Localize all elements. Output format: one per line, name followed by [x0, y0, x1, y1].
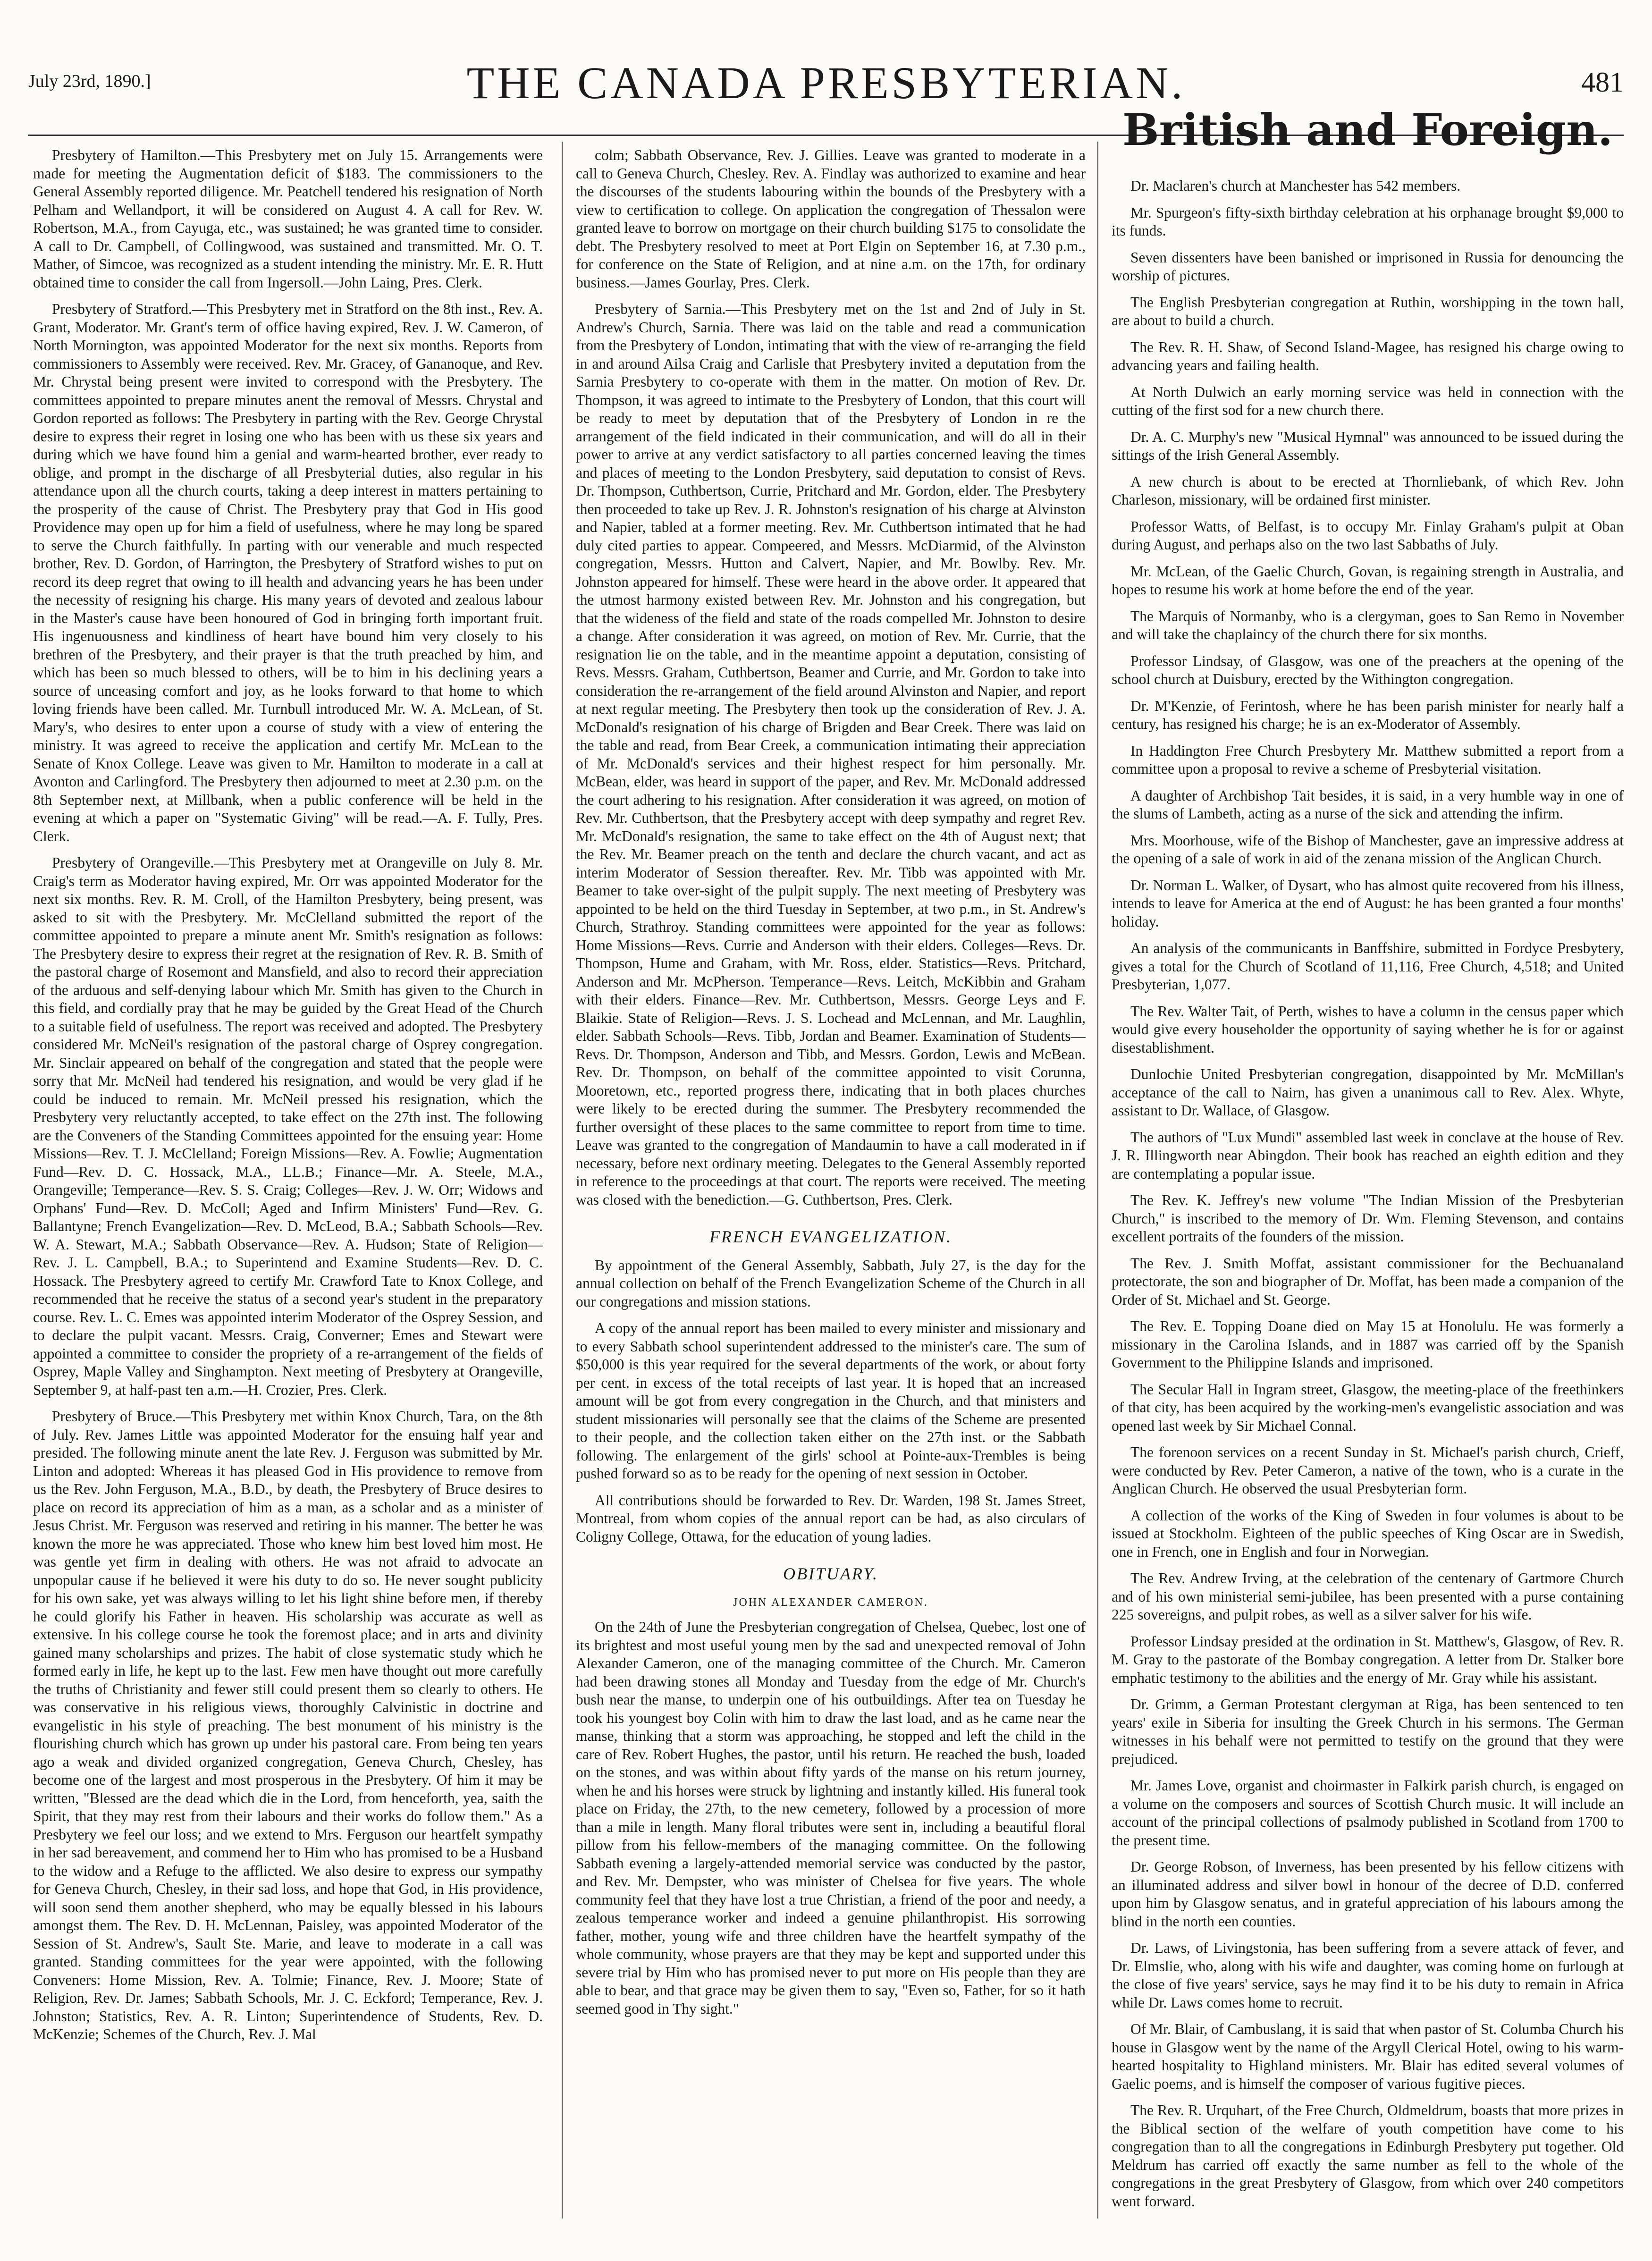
column-left: [33, 146, 543, 2052]
article-paragraph: A copy of the annual report has been mailed to every minister and missionary and to every Sabbath school superintendent addressed to the minister's care. The sum of $50,000 is this year required for the several departments of the work, or about forty per cent. in excess of the total receipts of last year. It is hoped that an increased amount will be got from every congregation in the Church, and that ministers and student missionaries will personally see that the claims of the Scheme are presented to their people, and the collection taken either on the 27th inst. or the Sabbath following. The enlargement of the girls' school at Pointe-aux-Trembles is being pushed forward so as to be ready for the opening of next session in October.: [576, 1320, 1086, 1482]
news-item: Dr. Norman L. Walker, of Dysart, who has almost quite recovered from his illness, intends to leave for America at the end of August: he has been granted a four months' holiday.: [1112, 877, 1624, 930]
news-item: Dr. Laws, of Livingstonia, has been suffering from a severe attack of fever, and Dr. Elmslie, who, along with his wife and daughter, was coming home on furlough at the close of five years' service, says he may find it to be his duty to remain in Africa while Dr. Laws comes home to recruit.: [1112, 1940, 1624, 2011]
news-item: A daughter of Archbishop Tait besides, it is said, in a very humble way in one of the slums of Lambeth, acting as a nurse of the sick and attending the infirm.: [1112, 787, 1624, 822]
obituary-subheading: JOHN ALEXANDER CAMERON.: [733, 1596, 928, 1609]
section-heading-french: FRENCH EVANGELIZATION.: [709, 1227, 952, 1246]
news-item: Mr. McLean, of the Gaelic Church, Govan, is regaining strength in Australia, and hopes to resume his work at home before the end of the year.: [1112, 563, 1624, 598]
news-item: At North Dulwich an early morning service was held in connection with the cutting of the first sod for a new church there.: [1112, 383, 1624, 418]
news-item: Dr. Grimm, a German Protestant clergyman at Riga, has been sentenced to ten years' exile in Siberia for insulting the Greek Church in his sermons. The German witnesses in his behalf were not permitted to testify on the ground that they were prejudiced.: [1112, 1696, 1624, 1767]
article-paragraph: Presbytery of Hamilton.—This Presbytery met on July 15. Arrangements were made for meeting the Augmentation deficit of $183. The commissioners to the General Assembly reported diligence. Mr. Peatchell tendered his resignation of North Pelham and Wellandport, it will be considered on August 4. A call for Rev. W. Robertson, M.A., from Cayuga, etc., was sustained; he was granted time to consider. A call to Dr. Campbell, of Collingwood, was sustained and transmitted. Mr. O. T. Mather, of Simcoe, was recognized as a student intending the ministry. Mr. E. R. Hutt obtained time to consider the call from Ingersoll.—John Laing, Pres. Clerk.: [33, 147, 543, 291]
news-item: The Secular Hall in Ingram street, Glasgow, the meeting-place of the freethinkers of that city, has been acquired by the working-men's evangelistic association and was opened last week by Sir Michael Connal.: [1112, 1381, 1624, 1434]
news-item: Dr. M'Kenzie, of Ferintosh, where he has been parish minister for nearly half a century, has resigned his charge; he is an ex-Moderator of Assembly.: [1112, 697, 1624, 732]
news-item: The Rev. Andrew Irving, at the celebration of the centenary of Gartmore Church and of his own ministerial semi-jubilee, has been presented with a purse containing 225 sovereigns, and pulpit robes, as well as a silver salver for his wife.: [1112, 1570, 1624, 1623]
news-item: Dunlochie United Presbyterian congregation, disappointed by Mr. McMillan's acceptance of the call to Nairn, has given a unanimous call to Rev. Alex. Whyte, assistant to Dr. Wallace, of Glasgow.: [1112, 1066, 1624, 1119]
page-number: 481: [1581, 67, 1624, 98]
news-item: Dr. A. C. Murphy's new "Musical Hymnal" was announced to be issued during the sittings of the Irish General Assembly.: [1112, 428, 1624, 463]
news-item: The Marquis of Normanby, who is a clergyman, goes to San Remo in November and will take the chaplaincy of the church there for six months.: [1112, 607, 1624, 642]
section-heading-obituary: OBITUARY.: [783, 1564, 879, 1583]
article-paragraph: All contributions should be forwarded to Rev. Dr. Warden, 198 St. James Street, Montreal, from whom copies of the annual report can be had, as also circulars of Coligny College, Ottawa, for the education of young ladies.: [576, 1492, 1086, 1545]
news-item: The Rev. Walter Tait, of Perth, wishes to have a column in the census paper which would give every householder the opportunity of saying whether he is for or against disestablishment.: [1112, 1003, 1624, 1056]
news-item: The Rev. R. H. Shaw, of Second Island-Magee, has resigned his charge owing to advancing years and failing health.: [1112, 338, 1624, 373]
news-item: Mrs. Moorhouse, wife of the Bishop of Manchester, gave an impressive address at the opening of a sale of work in aid of the zenana mission of the Anglican Church.: [1112, 832, 1624, 867]
news-item: Seven dissenters have been banished or imprisoned in Russia for denouncing the worship of pictures.: [1112, 249, 1624, 284]
news-item-list: [1112, 177, 1624, 2210]
news-item: The Rev. E. Topping Doane died on May 15 at Honolulu. He was formerly a missionary in the Carolina Islands, and in 1887 was carried off by the Spanish Government to the Philippine Islands and imprisoned.: [1112, 1318, 1624, 1371]
news-item: Dr. George Robson, of Inverness, has been presented by his fellow citizens with an illuminated address and silver bowl in honour of the decree of D.D. conferred upon him by Glasgow senatus, and in grateful appreciation of his labours among the blind in the north een counties.: [1112, 1858, 1624, 1930]
news-item: Of Mr. Blair, of Cambuslang, it is said that when pastor of St. Columba Church his house in Glasgow went by the name of the Argyll Clerical Hotel, owing to his warm-hearted hospitality to Highland ministers. Mr. Blair has edited several volumes of Gaelic poems, and is himself the composer of various fugitive pieces.: [1112, 2021, 1624, 2092]
news-item: Dr. Maclaren's church at Manchester has 542 members.: [1130, 177, 1461, 194]
news-item: Professor Watts, of Belfast, is to occupy Mr. Finlay Graham's pulpit at Oban during August, and perhaps also on the two last Sabbaths of July.: [1112, 518, 1624, 553]
column-divider: [1097, 142, 1098, 2219]
news-item: Professor Lindsay presided at the ordination in St. Matthew's, Glasgow, of Rev. R. M. Gray to the pastorate of the Bombay congregation. A letter from Dr. Stalker bore emphatic testimony to the abilities and the energy of Mr. Gray while his assistant.: [1112, 1633, 1624, 1686]
news-item: In Haddington Free Church Presbytery Mr. Matthew submitted a report from a committee upon a proposal to revive a scheme of Presbyterial visitation.: [1112, 742, 1624, 777]
news-item: An analysis of the communicants in Banffshire, submitted in Fordyce Presbytery, gives a total for the Church of Scotland of 11,116, Free Church, 4,518; and United Presbyterian, 1,077.: [1112, 940, 1624, 993]
news-item: The forenoon services on a recent Sunday in St. Michael's parish church, Crieff, were conducted by Rev. Peter Cameron, a native of the town, who is a curate in the Anglican Church. He observed the usual Presbyterian form.: [1112, 1444, 1624, 1497]
issue-date: July 23rd, 1890.]: [28, 71, 151, 91]
news-item: Mr. Spurgeon's fifty-sixth birthday celebration at his orphanage brought $9,000 to its funds.: [1112, 204, 1624, 239]
section-heading-british-foreign: British and Foreign.: [1122, 104, 1613, 155]
news-item: The Rev. R. Urquhart, of the Free Church, Oldmeldrum, boasts that more prizes in the Biblical section of the welfare of youth competition have come to his congregation than to all the congregations in Edinburgh Presbytery put together. Old Meldrum has carried off exactly the same number as fell to the whole of the congregations in the great Presbytery of Glasgow, from which over 240 competitors went forward.: [1112, 2102, 1624, 2210]
article-paragraph: Presbytery of Orangeville.—This Presbytery met at Orangeville on July 8. Mr. Craig's term as Moderator having expired, Mr. Orr was appointed Moderator for the next six months. Rev. R. M. Croll, of the Hamilton Presbytery, being present, was asked to sit with the Presbytery. Mr. McClelland submitted the report of the committee appointed to prepare a minute anent Mr. Smith's resignation as follows: The Presbytery desire to express their regret at the resignation of Rev. R. B. Smith of the pastoral charge of Rosemont and Mansfield, and also to record their appreciation of the arduous and self-denying labour which Mr. Smith has given to the Church in this field, and cordially pray that he may be guided by the Great Head of the Church to a suitable field of usefulness. The report was received and adopted. The Presbytery considered Mr. McNeil's resignation of the pastoral charge of Osprey congregation. Mr. Sinclair appeared on behalf of the congregation and stated that the people were sorry that Mr. McNeil had tendered his resignation, and would be very glad if he could be induced to remain. Mr. McNeil pressed his resignation, which the Presbytery very reluctantly accepted, to take effect on the 27th inst. The following are the Conveners of the Standing Committees appointed for the ensuing year: Home Missions—Rev. T. J. McClelland; Foreign Missions—Rev. A. Fowlie; Augmentation Fund—Rev. D. C. Hossack, M.A., LL.B.; Finance—Mr. A. Steele, M.A., Orangeville; Temperance—Rev. S. S. Craig; Colleges—Rev. J. W. Orr; Widows and Orphans' Fund—Rev. D. McColl; Aged and Infirm Ministers' Fund—Rev. G. Ballantyne; French Evangelization—Rev. D. McLeod, B.A.; Sabbath Schools—Rev. W. A. Stewart, M.A.; Sabbath Observance—Rev. A. Hudson; State of Religion—Rev. J. L. Campbell, B.A.; to Superintend and Examine Students—Rev. D. C. Hossack. The Presbytery agreed to certify Mr. Crawford Tate to Knox College, and recommended that he receive the status of a second year's student in the preparatory course. Rev. L. C. Emes was appointed interim Moderator of the Osprey Session, and to declare the pulpit vacant. Messrs. Craig, Converner; Emes and Stewart were appointed a committee to consider the propriety of a re-arrangement of the fields of Osprey, Maple Valley and Singhampton. Next meeting of Presbytery at Orangeville, September 9, at half-past ten a.m.—H. Crozier, Pres. Clerk.: [33, 854, 543, 1398]
column-right: [1112, 101, 1624, 2219]
column-divider: [562, 142, 563, 2219]
news-item: Professor Lindsay, of Glasgow, was one of the preachers at the opening of the school church at Duisbury, erected by the Withington congregation.: [1112, 652, 1624, 687]
article-paragraph: On the 24th of June the Presbyterian congregation of Chelsea, Quebec, lost one of its brightest and most useful young men by the sad and unexpected removal of John Alexander Cameron, one of the managing committee of the Church. Mr. Cameron had been drawing stones all Monday and Tuesday from the edge of Mr. Church's bush near the manse, to underpin one of his outbuildings. After tea on Tuesday he took his youngest boy Colin with him to draw the last load, and as he came near the manse, thinking that a storm was approaching, he stopped and left the child in the care of Rev. Robert Hughes, the pastor, until his return. He reached the bush, loaded on the stones, and was within about fifty yards of the manse on his return journey, when he and his horses were struck by lightning and instantly killed. His funeral took place on Friday, the 27th, to the new cemetery, followed by a procession of more than a mile in length. Many floral tributes were sent in, including a beautiful floral pillow from his fellow-members of the managing committee. On the following Sabbath evening a largely-attended memorial service was conducted by the pastor, and Rev. Mr. Dempster, who was minister of Chelsea for five years. The whole community feel that they have lost a true Christian, a friend of the poor and needy, a zealous temperance worker and indeed a genuine philanthropist. His sorrowing father, mother, young wife and three children have the heartfelt sympathy of the whole community, whose prayers are that they may be kept and supported under this severe trial by Him who has promised never to put more on His people than they are able to bear, and that grace may be given them to say, "Even so, Father, for so it hath seemed good in Thy sight.": [576, 1619, 1086, 2017]
news-item: A new church is about to be erected at Thornliebank, of which Rev. John Charleson, missionary, will be ordained first minister.: [1112, 473, 1624, 508]
news-item: The Rev. J. Smith Moffat, assistant commissioner for the Bechuanaland protectorate, the son and biographer of Dr. Moffat, has been made a companion of the Order of St. Michael and St. George.: [1112, 1255, 1624, 1308]
news-item: The authors of "Lux Mundi" assembled last week in conclave at the house of Rev. J. R. Illingworth near Abingdon. Their book has reached an eighth edition and they are contemplating a popular issue.: [1112, 1129, 1624, 1182]
news-item: Mr. James Love, organist and choirmaster in Falkirk parish church, is engaged on a volume on the composers and sources of Scottish Church music. It will include an account of the principal collections of psalmody published in Scotland from 1700 to the present time.: [1112, 1777, 1624, 1848]
column-middle: [576, 146, 1086, 2026]
news-item: The English Presbyterian congregation at Ruthin, worshipping in the town hall, are about to build a church.: [1112, 294, 1624, 329]
article-paragraph: Presbytery of Sarnia.—This Presbytery met on the 1st and 2nd of July in St. Andrew's Church, Sarnia. There was laid on the table and read a communication from the Presbytery of London, intimating that with the view of re-arranging the field in and around Ailsa Craig and Carlisle that Presbytery invited a deputation from the Sarnia Presbytery to co-operate with them in the matter. On motion of Rev. Dr. Thompson, it was agreed to intimate to the Presbytery of London, that this court will be ready to meet by deputation that of the Presbytery of London in re the arrangement of the field indicated in their communication, and will do all in their power to arrive at any verdict satisfactory to all parties concerned leaving the times and places of meeting to the London Presbytery, said deputation to consist of Revs. Dr. Thompson, Cuthbertson, Currie, Pritchard and Mr. Gordon, elder. The Presbytery then proceeded to take up Rev. J. R. Johnston's resignation of his charge at Alvinston and Napier, tabled at a former meeting. Rev. Mr. Cuthbertson intimated that he had duly cited parties to appear. Compeered, and Messrs. McDiarmid, of the Alvinston congregation, Messrs. Hutton and Calvert, Napier, and Mr. Bowlby. Rev. Mr. Johnston appeared for himself. These were heard in the above order. It appeared that the utmost harmony existed between Rev. Mr. Johnston and his congregation, but that the wideness of the field and state of the roads compelled Mr. Johnston to desire a change. After consideration it was agreed, on motion of Rev. Mr. Currie, that the resignation lie on the table, and in the meantime appoint a deputation, consisting of Revs. Messrs. Graham, Cuthbertson, Beamer and Currie, and Mr. Gordon to take into consideration the re-arrangement of the field around Alvinston and Napier, and report at next regular meeting. The Presbytery then took up the consideration of Rev. J. A. McDonald's resignation of his charge of Brigden and Bear Creek. There was laid on the table and read, from Bear Creek, a communication intimating their appreciation of Mr. McDonald's services and their highest respect for him personally. Mr. McBean, elder, was heard in support of the paper, and Rev. Mr. McDonald addressed the court adhering to his resignation. After consideration it was agreed, on motion of Rev. Mr. Cuthbertson, that the Presbytery accept with deep sympathy and regret Rev. Mr. McDonald's resignation, the same to take effect on the 4th of August next; that the Rev. Mr. Beamer preach on the tenth and declare the church vacant, and act as interim Moderator of Session thereafter. Rev. Mr. Tibb was appointed with Mr. Beamer to take over-sight of the pulpit supply. The next meeting of Presbytery was appointed to be held on the third Tuesday in September, at two p.m., in St. Andrew's Church, Strathroy. Standing committees were appointed for the year as follows: Home Missions—Revs. Currie and Anderson with their elders. Colleges—Revs. Dr. Thompson, Hume and Graham, with Mr. Ross, elder. Statistics—Revs. Pritchard, Anderson and Mr. McPherson. Temperance—Revs. Leitch, McKibbin and Graham with their elders. Finance—Rev. Mr. Cuthbertson, Messrs. George Leys and F. Blaikie. State of Religion—Revs. J. S. Lochead and McLennan, and Mr. Laughlin, elder. Sabbath Schools—Revs. Tibb, Jordan and Beamer. Examination of Students—Revs. Dr. Thompson, Anderson and Tibb, and Messrs. Gordon, Lewis and McBean. Rev. Dr. Thompson, on behalf of the committee appointed to visit Corunna, Mooretown, etc., reported progress there, indicating that in both places churches were likely to be erected during the summer. The Presbytery recommended the further oversight of these places to the same committee to report from time to time. Leave was granted to the congregation of Mandaumin to have a call moderated in if necessary, before next ordinary meeting. Delegates to the General Assembly reported in reference to the proceedings at that court. The reports were received. The meeting was closed with the benediction.—G. Cuthbertson, Pres. Clerk.: [576, 301, 1086, 1208]
article-paragraph: Presbytery of Bruce.—This Presbytery met within Knox Church, Tara, on the 8th of July. Rev. James Little was appointed Moderator for the ensuing half year and presided. The following minute anent the late Rev. J. Ferguson was submitted by Mr. Linton and adopted: Whereas it has pleased God in His providence to remove from us the Rev. John Ferguson, M.A., B.D., by death, the Presbytery of Bruce desires to place on record its appreciation of him as a man, as a scholar and as a minister of Jesus Christ. Mr. Ferguson was reserved and retiring in his manner. The better he was known the more he was appreciated. Those who knew him best loved him most. He was gentle yet firm in dealing with others. He was not afraid to advocate an unpopular cause if he believed it were his duty to do so. He never sought publicity for his own sake, yet was always willing to let his light shine before men, if thereby he could glorify his Father in heaven. His scholarship was accurate as well as extensive. In his college course he took the foremost place; and in arts and divinity gained many scholarships and prizes. The habit of close systematic study which he formed early in life, he kept up to the last. Few men have thought out more carefully the truths of Christianity and fewer still could present them so clearly to others. He was conservative in his religious views, thoroughly Calvinistic in doctrine and evangelistic in his style of preaching. The best monument of his ministry is the flourishing church which has grown up under his pastoral care. From being ten years ago a weak and divided organized congregation, Geneva Church, Chesley, has become one of the largest and most prosperous in the Presbytery. Of him it may be written, "Blessed are the dead which die in the Lord, from henceforth, yea, saith the Spirit, that they may rest from their labours and their works do follow them." As a Presbytery we feel our loss; and we extend to Mrs. Ferguson our heartfelt sympathy in her sad bereavement, and commend her to Him who has promised to be a Husband to the widow and a Refuge to the afflicted. We also desire to express our sympathy for Geneva Church, Chesley, in their sad loss, and hope that God, in His providence, will soon send them another shepherd, who may be equally blessed in his labours amongst them. The Rev. D. H. McLennan, Paisley, was appointed Moderator of the Session of St. Andrew's, Sault Ste. Marie, and leave to moderate in a call was granted. Standing committees for the year were appointed, with the following Conveners: Home Mission, Rev. A. Tolmie; Finance, Rev. J. Moore; State of Religion, Rev. Dr. James; Sabbath Schools, Mr. J. C. Eckford; Temperance, Rev. J. Johnston; Statistics, Rev. A. R. Linton; Superintendence of Students, Rev. D. McKenzie; Schemes of the Church, Rev. J. Mal: [33, 1408, 543, 2042]
article-paragraph: colm; Sabbath Observance, Rev. J. Gillies. Leave was granted to moderate in a call to Geneva Church, Chesley. Rev. A. Findlay was authorized to examine and hear the discourses of the students labouring within the bounds of the Presbytery with a view to certification to college. On application the congregation of Thessalon were granted leave to borrow on mortgage on their church building $175 to consolidate the debt. The Presbytery resolved to meet at Port Elgin on September 16, at 7.30 p.m., for conference on the State of Religion, and at nine a.m. on the 17th, for ordinary business.—James Gourlay, Pres. Clerk.: [576, 147, 1086, 291]
news-item: A collection of the works of the King of Sweden in four volumes is about to be issued at Stockholm. Eighteen of the public speeches of King Oscar are in Swedish, one in French, one in English and four in Norwegian.: [1112, 1507, 1624, 1560]
masthead-title: THE CANADA PRESBYTERIAN.: [466, 58, 1186, 108]
article-paragraph: Presbytery of Stratford.—This Presbytery met in Stratford on the 8th inst., Rev. A. Grant, Moderator. Mr. Grant's term of office having expired, Rev. J. W. Cameron, of North Mornington, was appointed Moderator for the next six months. Reports from commissioners to Assembly were received. Rev. Mr. Gracey, of Gananoque, and Rev. Mr. Chrystal being present were invited to correspond with the Presbytery. The committees appointed to prepare minutes anent the removal of Messrs. Chrystal and Gordon reported as follows: The Presbytery in parting with the Rev. George Chrystal desire to express their regret in losing one who has been with us these six years and during which we have found him a genial and warm-hearted brother, ever ready to oblige, and prompt in the discharge of all Presbyterial duties, also regular in his attendance upon all the church courts, taking a deep interest in matters pertaining to the prosperity of the cause of Christ. The Presbytery pray that God in His good Providence may open up for him a field of usefulness, where he may long be spared to serve the Church faithfully. In parting with our venerable and much respected brother, Rev. D. Gordon, of Harrington, the Presbytery of Stratford wishes to put on record its deep regret that owing to ill health and advancing years he has been under the necessity of resigning his charge. His many years of devoted and zealous labour in the Master's cause have been honoured of God in bringing forth important fruit. His ingenuousness and kindliness of heart have bound him very closely to his brethren of the Presbytery, and their prayer is that the truth preached by him, and which has been so much blessed to others, will be to him in his declining years a source of unceasing comfort and joy, as he looks forward to that home to which loving friends have been called. Mr. Turnbull introduced Mr. W. A. McLean, of St. Mary's, who desires to enter upon a course of study with a view of entering the ministry. It was agreed to receive the application and certify Mr. McLean to the Senate of Knox College. Leave was given to Mr. Hamilton to moderate in a call at Avonton and Carlingford. The Presbytery then adjourned to meet at 2.30 p.m. on the 8th September next, at Millbank, when a public conference will be held in the evening at which a paper on "Systematic Giving" will be read.—A. F. Tully, Pres. Clerk.: [33, 301, 543, 844]
news-item: The Rev. K. Jeffrey's new volume "The Indian Mission of the Presbyterian Church," is inscribed to the memory of Dr. Wm. Fleming Stevenson, and contains excellent portraits of the founders of the mission.: [1112, 1192, 1624, 1245]
article-paragraph: By appointment of the General Assembly, Sabbath, July 27, is the day for the annual collection on behalf of the French Evangelization Scheme of the Church in all our congregations and mission stations.: [576, 1257, 1086, 1310]
